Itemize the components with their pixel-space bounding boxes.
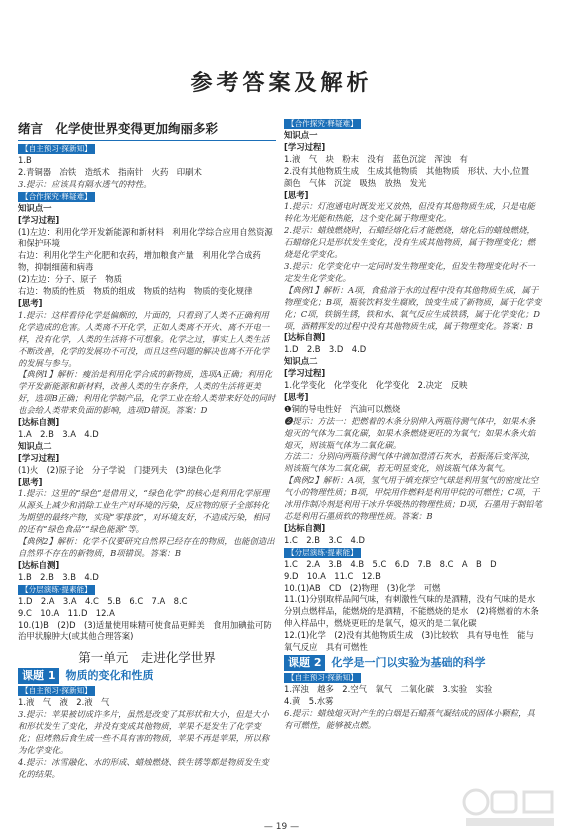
answer-line: 10.(1)B (2)D (3)适量使用味精可使食品更鲜美 食用加碘盐可防治甲状腺肿大(或其他合理答案) xyxy=(18,619,272,642)
explanation-text: 2.提示：蜡烛燃烧时，石蜡经熔化后才能燃烧，熔化后的蜡烛燃烧，石蜡熔化只是形状发生变化，没有生成其他物质，属于物理变化；燃烧是化学变化。 xyxy=(284,225,536,260)
answer-line: 1.C 2.B 3.C 4.D xyxy=(284,534,365,545)
topic-title: 化学是一门以实验为基础的科学 xyxy=(331,655,486,669)
subsection-label: 知识点二 xyxy=(18,440,52,451)
section-tag-row xyxy=(18,584,276,596)
explanation-text: 【典例2】解析：A项，氢气用于填充探空气球是利用氢气的密度比空气小的物理性质；B项，甲烷用作燃料是利用甲烷的可燃性；C项，干冰用作制冷剂是利用干冰升华吸热的物理性质；D项，石墨用于制铅笔芯是利用石墨质软的物理性质。答案：B xyxy=(284,475,542,521)
answer-line: 1.D 2.B 3.D 4.D xyxy=(284,344,367,355)
answer-line: 12.(1)化学 (2)没有其他物质生成 (3)比较软 具有导电性 能与氧气反应 具有可燃性 xyxy=(284,630,534,653)
subsection-label: [学习过程] xyxy=(18,214,60,225)
answer-line: 1.B xyxy=(18,155,32,165)
subsection-label: [达标自测] xyxy=(284,522,326,533)
section-tag-row xyxy=(18,143,276,155)
heading-rule xyxy=(18,140,276,141)
topic-heading xyxy=(284,655,542,671)
answer-line: 1.液 气 块 粉末 没有 蓝色沉淀 浑浊 有 xyxy=(284,153,468,164)
answer-line: 2.没有其他物质生成 生成其他物质 其他物质 形状、大小,位置 颜色 气体 沉淀 吸热 放热 发光 xyxy=(284,165,538,188)
subsection-label: 知识点二 xyxy=(284,356,318,367)
answer-line: (1)火 (2)原子论 分子学说 门捷列夫 (3)绿色化学 xyxy=(18,464,222,475)
subsection-label: [思考] xyxy=(18,476,43,487)
answer-line: 2.青铜器 冶铁 造纸术 指南针 火药 印刷术 xyxy=(18,166,202,177)
lesson-heading: 绪言 化学使世界变得更加绚丽多彩 xyxy=(18,121,219,136)
answer-line: ❶铜的导电性好 汽油可以燃烧 xyxy=(284,403,401,414)
topic-number: 课题 2 xyxy=(284,655,325,671)
subsection-label: 知识点一 xyxy=(284,130,318,140)
answer-line: 1.A 2.B 3.A 4.D xyxy=(18,428,99,439)
answer-line: 11.(1)分别取样品闻气味，有刺激性气味的是酒精，没有气味的是水 分别点燃样品，能燃烧的是酒精，不能燃烧的是水 (2)将燃着的木条伸入样品中，燃烧更旺的是氧气，熄灭的是二氧化碳 xyxy=(284,594,544,629)
right-column xyxy=(284,118,542,732)
section-tag: 【分层演练·提素能】 xyxy=(18,585,95,595)
section-tag: 【合作探究·释疑难】 xyxy=(284,119,361,129)
explanation-text: 3.提示：化学变化中一定同时发生物理变化，但发生物理变化时不一定发生化学变化。 xyxy=(284,260,535,283)
answer-line: 右边：利用化学生产化肥和农药，增加粮食产量 利用化学合成药物，抑制细菌和病毒 xyxy=(18,250,261,273)
section-tag-row xyxy=(18,685,276,697)
subsection-label: [思考] xyxy=(284,189,309,200)
explanation-text: 3.提示：苹果被切成许多片，虽然是改变了其形状和大小，但是大小和形状发生了变化，并没有变成其他物质，苹果不是发生了化学变化；但烤熟后食生成一些不具有害的物质，苹果不再是苹果，所以称为化学变化。 xyxy=(18,709,270,755)
answer-line: 9.C 10.A 11.D 12.A xyxy=(18,607,115,618)
section-tag: 【自主预习·探新知】 xyxy=(284,673,361,683)
page-number: — 19 — xyxy=(263,822,300,832)
section-tag-row xyxy=(284,547,542,559)
explanation-text: 方法二：分别向两瓶待测气体中滴加澄清石灰水，若振荡后变浑浊，则该瓶气体为二氧化碳，若无明显变化，则该瓶气体为氧气。 xyxy=(284,451,536,474)
answer-line: 4.黄 5.水雾 xyxy=(284,695,334,706)
explanation-text: ❷提示：方法一：把燃着的木条分别伸入两瓶待测气体中，如果木条熄灭的气体为二氧化碳，如果木条燃烧更旺的为氧气；如果木条火焰熄灭，则该瓶气体为二氧化碳。 xyxy=(284,415,536,450)
subsection-label: [思考] xyxy=(18,297,43,308)
subsection-label: [学习过程] xyxy=(284,141,326,152)
answer-line: 1.D 2.A 3.A 4.C 5.B 6.C 7.A 8.C xyxy=(18,595,188,606)
subsection-label: [达标自测] xyxy=(18,417,60,428)
explanation-text: 1.提示：灯泡通电时既发光又放热，但没有其他物质生成，只是电能转化为光能和热能，这个变化属于物理变化。 xyxy=(284,201,535,224)
explanation-text: 【典例1】解析：瘦治是利用化学合成的新物质，选项A正确；利用化学开发新能源和新材料，改善人类的生存条件，人类的生活将更美好，选项B正确；利用化学制产品，化学工业在给人类带来好处的同时也会给人类带来负面的影响，选项D错误。答案：D xyxy=(18,369,276,416)
subsection-label: [达标自测] xyxy=(18,559,60,570)
answer-line: 1.C 2.A 3.B 4.B 5.C 6.D 7.B 8.C A B D xyxy=(284,558,497,569)
explanation-text: 3.提示：应该具有隔水透气的特性。 xyxy=(18,178,152,189)
topic-title: 物质的变化和性质 xyxy=(65,669,154,683)
section-tag: 【自主预习·探新知】 xyxy=(18,686,95,696)
unit-heading: 第一单元 走进化学世界 xyxy=(78,650,216,666)
explanation-text: 【典例2】解析：化学不仅要研究自然界已经存在的物质，也能创造出自然界不存在的新物质，B项错误。答案：B xyxy=(18,536,275,558)
subsection-label: [学习过程] xyxy=(18,452,60,463)
answer-line: 10.(1)AB CD (2)物理 (3)化学 可燃 xyxy=(284,582,441,593)
section-tag-row xyxy=(284,118,542,130)
topic-heading xyxy=(18,668,276,684)
explanation-text: 4.提示：冰雪融化、水的形成、蜡烛燃烧、铁生锈等都是物质发生变化的结果。 xyxy=(18,756,269,779)
page-title: 参考答案及解析 xyxy=(190,70,373,96)
answer-line: (1)左边：利用化学开发新能源和新材料 利用化学综合应用自然资源和保护环境 xyxy=(18,226,273,249)
section-tag: 【自主预习·探新知】 xyxy=(18,144,95,154)
answer-line: 1.液 气 液 2.液 气 xyxy=(18,697,110,708)
subsection-label: [思考] xyxy=(284,391,309,402)
explanation-text: 1.提示：这样看待化学是偏颇的，片面的，只看到了人类不正确利用化学造成的危害。人类离不开化学，正如人类离不开火、离不开电一样，没有化学，人类的生活将不可想象。化学之过，事实上人类生活不断改善，化学的发展功不可没，而且这些问题的解决也离不开化学的发展与参与。 xyxy=(18,309,270,368)
answer-line: 1.浑浊 越多 2.空气 氧气 二氧化碳 3.实验 实验 xyxy=(284,683,493,694)
subsection-label: 知识点一 xyxy=(18,202,52,213)
topic-number: 课题 1 xyxy=(18,668,59,684)
section-tag: 【合作探究·释疑难】 xyxy=(18,192,95,202)
explanation-text: 1.提示：这里的“绿色”是借用义，“绿色化学”的核心是利用化学原理从源头上减少和消除工业生产对环境的污染，反应物的原子全部转化为期望的最终产物，实现“零排放”，对环境友好，不造成污染，相同的还有“绿色食品”“绿色能源”等。 xyxy=(18,488,270,535)
answer-line: 右边：物质的性质 物质的组成 物质的结构 物质的变化规律 xyxy=(18,286,253,297)
left-column xyxy=(18,118,276,781)
section-tag-row xyxy=(18,191,276,203)
subsection-label: [学习过程] xyxy=(284,368,326,379)
section-tag: 【分层演练·提素能】 xyxy=(284,548,361,558)
answer-line: 1.化学变化 化学变化 化学变化 2.决定 反映 xyxy=(284,380,468,391)
subsection-label: [达标自测] xyxy=(284,332,326,343)
section-tag-row xyxy=(284,672,542,684)
answer-line: 9.D 10.A 11.C 12.B xyxy=(284,570,381,581)
answer-line: (2)左边：分子、原子 物质 xyxy=(18,274,122,285)
explanation-text: 6.提示：蜡烛熄灭时产生的白烟是石蜡蒸气凝结成的固体小颗粒，具有可燃性，能够被点燃。 xyxy=(284,707,535,730)
explanation-text: 【典例1】解析：A项，食盐溶于水的过程中没有其他物质生成，属于物理变化；B项，瓶装饮料发生腐败，蚀变生成了新物质，属于化学变化；C项，铁锅生锈，铁和水、氧气反应生成铁锈，属于化学变化；D项，酒精挥发的过程中没有其他物质生成，属于物理变化。答案：B xyxy=(284,284,542,331)
answer-line: 1.B 2.B 3.B 4.D xyxy=(18,571,99,582)
